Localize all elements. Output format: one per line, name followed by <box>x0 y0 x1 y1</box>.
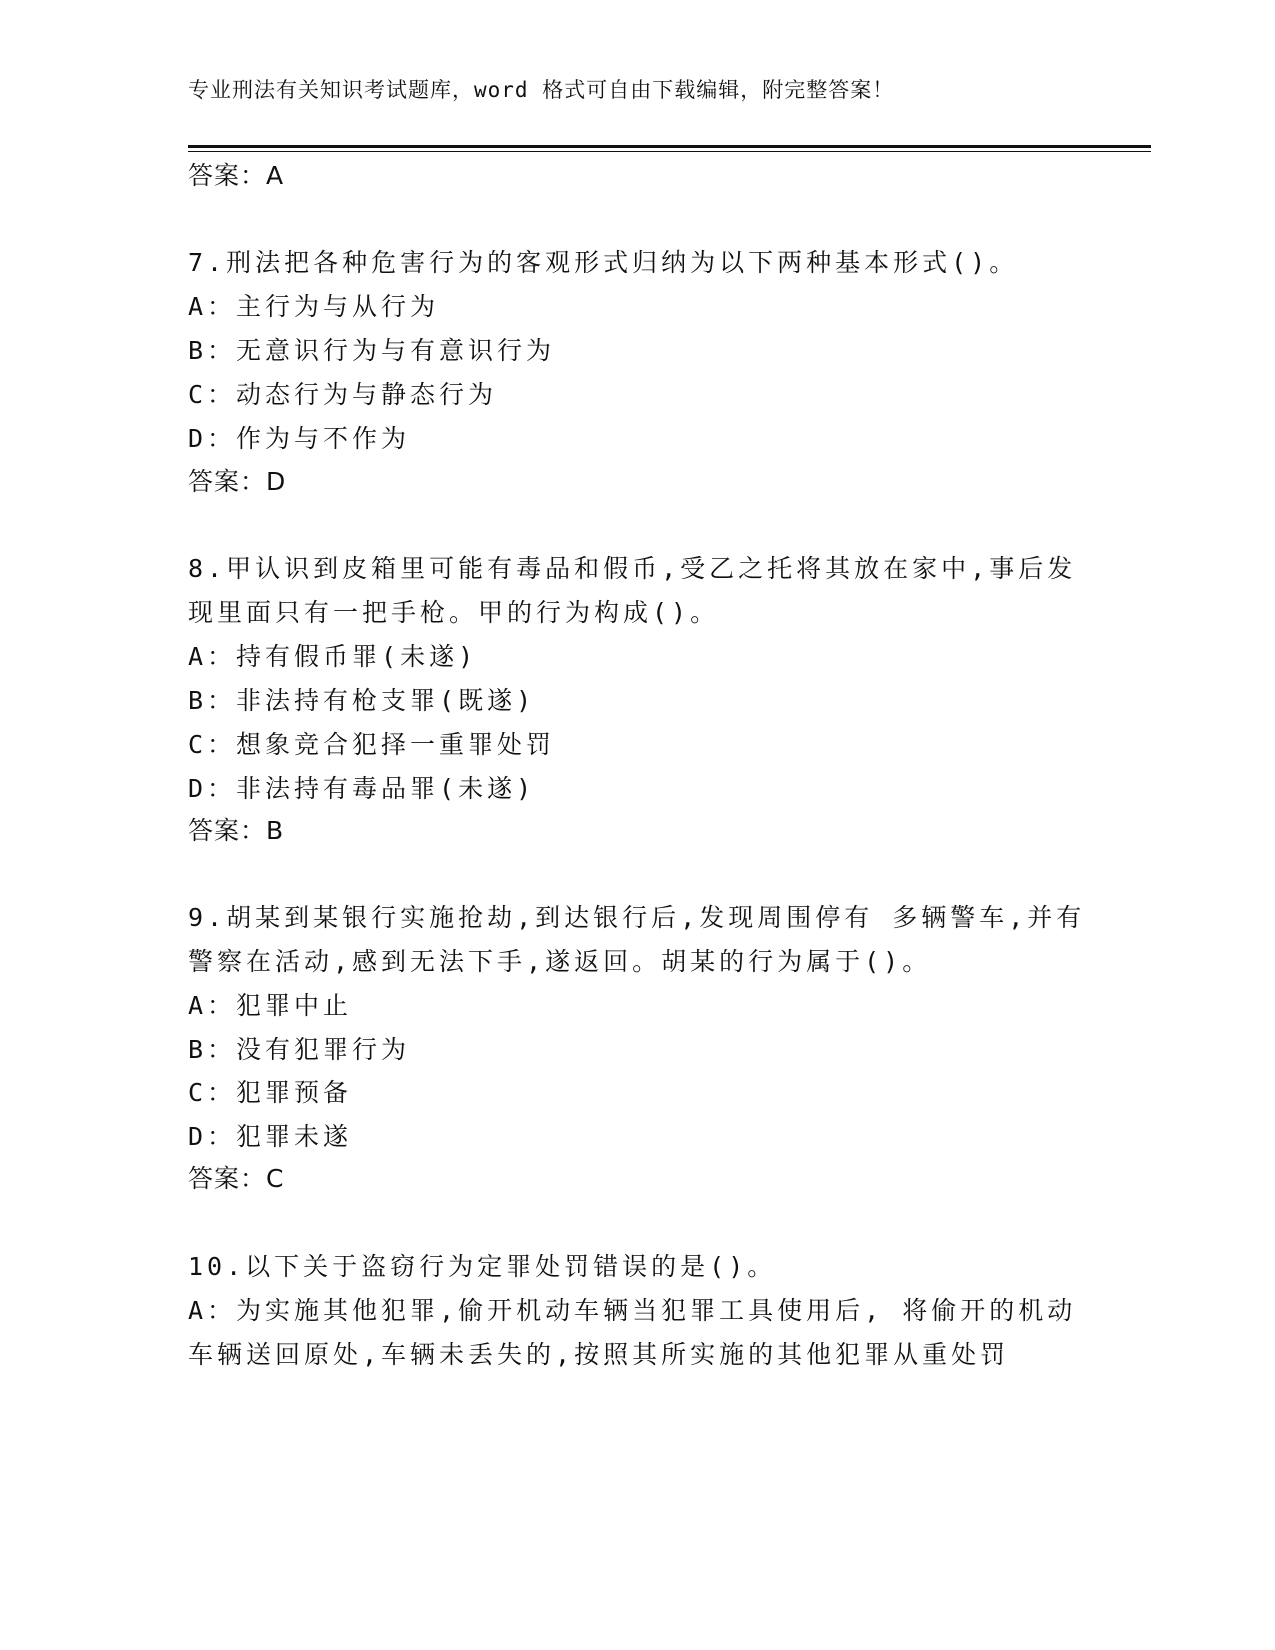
question-7-option-a: A：主行为与从行为 <box>188 292 440 321</box>
document-header: 专业刑法有关知识考试题库，word 格式可自由下载编辑，附完整答案！ <box>188 78 895 102</box>
question-8-option-b: B：非法持有枪支罪(既遂) <box>188 686 536 715</box>
question-7-option-c: C：动态行为与静态行为 <box>188 380 498 409</box>
question-7-stem: 7.刑法把各种危害行为的客观形式归纳为以下两种基本形式()。 <box>188 248 1019 277</box>
question-9-option-d: D：犯罪未遂 <box>188 1122 353 1151</box>
question-9-answer: 答案：C <box>188 1164 285 1193</box>
question-9-stem-cont: 警察在活动,感到无法下手,遂返回。胡某的行为属于()。 <box>188 947 932 976</box>
question-8-stem: 8.甲认识到皮箱里可能有毒品和假币,受乙之托将其放在家中,事后发 <box>188 554 1077 583</box>
question-8-stem-cont: 现里面只有一把手枪。甲的行为构成()。 <box>188 598 720 627</box>
question-7-answer: 答案：D <box>188 467 287 496</box>
question-7-option-b: B：无意识行为与有意识行为 <box>188 336 556 365</box>
question-10-stem: 10.以下关于盗窃行为定罪处罚错误的是()。 <box>188 1252 777 1281</box>
question-8-answer: 答案：B <box>188 816 285 845</box>
header-rule-thick <box>188 145 1151 148</box>
question-7-option-d: D：作为与不作为 <box>188 424 411 453</box>
question-10-option-a: A：为实施其他犯罪,偷开机动车辆当犯罪工具使用后, 将偷开的机动 <box>188 1296 1077 1325</box>
question-9-option-c: C：犯罪预备 <box>188 1078 353 1107</box>
question-9-option-b: B：没有犯罪行为 <box>188 1035 411 1064</box>
question-9-option-a: A：犯罪中止 <box>188 991 353 1020</box>
question-8-option-c: C：想象竞合犯择一重罪处罚 <box>188 730 556 759</box>
question-8-option-a: A：持有假币罪(未遂) <box>188 642 478 671</box>
question-8-option-d: D：非法持有毒品罪(未遂) <box>188 774 536 803</box>
header-rule-thin <box>188 151 1151 152</box>
answer-line: 答案：A <box>188 161 285 190</box>
question-10-option-a-cont: 车辆送回原处,车辆未丢失的,按照其所实施的其他犯罪从重处罚 <box>188 1340 1010 1369</box>
question-9-stem: 9.胡某到某银行实施抢劫,到达银行后,发现周围停有 多辆警车,并有 <box>188 903 1086 932</box>
